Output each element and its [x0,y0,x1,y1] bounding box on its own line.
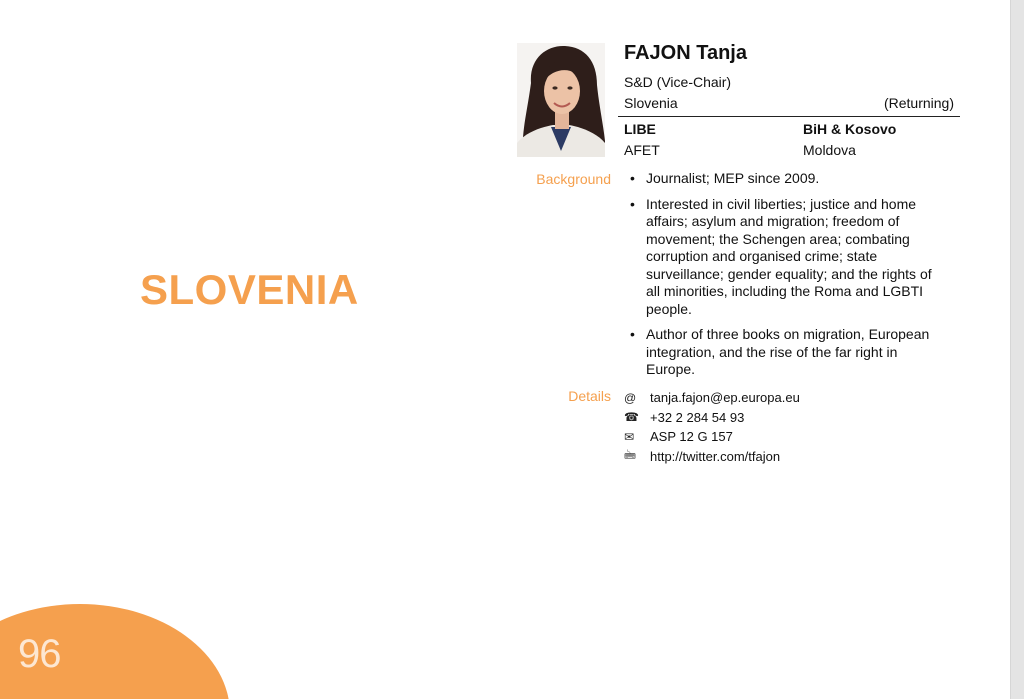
background-item: • Journalist; MEP since 2009. [628,170,946,188]
web-icon: 🖮 [624,447,637,462]
email-icon: @ [624,390,637,405]
phone-icon: ☎ [624,410,639,425]
web-text[interactable]: http://twitter.com/tfajon [650,448,781,464]
phone-text: +32 2 284 54 93 [650,409,745,425]
primary-delegation: BiH & Kosovo [803,121,897,137]
member-state: Slovenia [624,95,678,111]
secondary-committee: AFET [624,142,660,158]
member-status: (Returning) [883,95,954,111]
details-label: Details [568,388,611,404]
primary-committee: LIBE [624,121,656,137]
details-list [624,388,800,466]
mail-icon: ✉ [624,429,635,444]
office-text: ASP 12 G 157 [650,429,733,445]
vertical-scrollbar[interactable] [1010,0,1024,699]
detail-web [624,447,800,467]
background-label: Background [536,171,611,187]
background-item: • Interested in civil liberties; justice and home affairs; asylum and migration; freedom of movement; the Schengen area; combating corruption and organised crime; state surveillance; gender equality; and the rights of all minorities, including the Roma and LGBTI people. [628,196,946,319]
member-group: S&D (Vice-Chair) [624,74,732,90]
member-name: FAJON Tanja [624,42,747,64]
email-text[interactable]: tanja.fajon@ep.europa.eu [650,390,800,406]
background-item: • Author of three books on migration, European integration, and the rise of the far right in Europe. [628,326,946,379]
detail-email [624,388,800,408]
detail-phone [624,408,800,428]
country-title: SLOVENIA [140,266,359,313]
background-list [628,170,946,387]
detail-office [624,427,800,447]
header-divider [618,116,960,117]
member-photo [517,43,605,157]
secondary-delegation: Moldova [803,142,856,158]
page-number: 96 [18,632,61,676]
